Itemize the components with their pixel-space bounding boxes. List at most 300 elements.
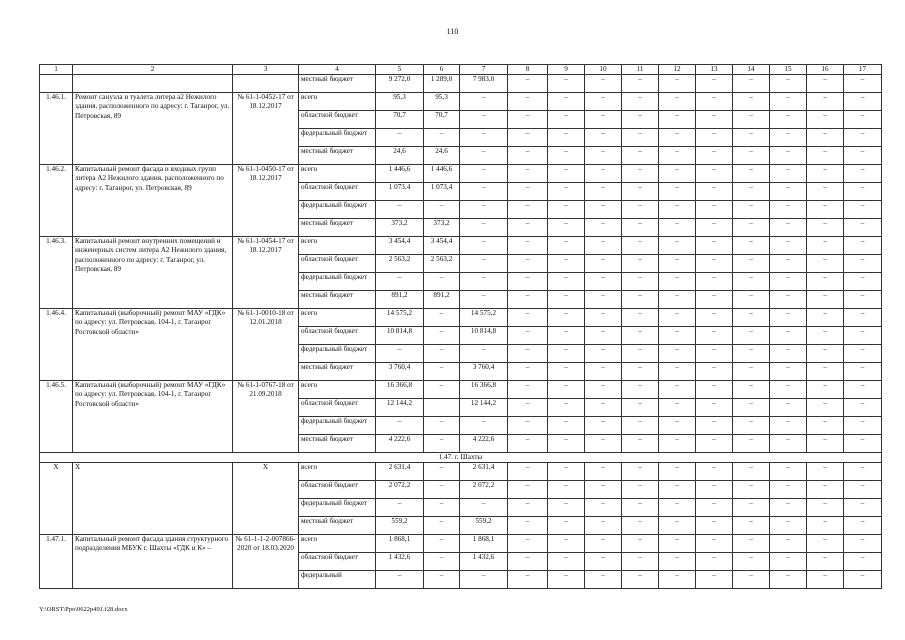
value-cell: – (460, 499, 508, 517)
value-cell: 10 814,8 (376, 327, 424, 345)
funding-source: местный бюджет (299, 517, 376, 535)
funding-source: федеральный бюджет (299, 417, 376, 435)
dash-cell: – (622, 499, 659, 517)
section-title: 1.47. г. Шахты (40, 453, 882, 463)
dash-cell: – (844, 129, 882, 147)
dash-cell: – (733, 165, 770, 183)
value-cell: – (424, 417, 460, 435)
funding-source: местный бюджет (299, 75, 376, 93)
dash-cell: – (622, 571, 659, 589)
dash-cell: – (696, 517, 733, 535)
dash-cell: – (733, 93, 770, 111)
dash-cell: – (844, 291, 882, 309)
dash-cell: – (807, 273, 844, 291)
file-path-footer: Y:\ORST\Ppo\0622p491.f28.docx (39, 606, 128, 613)
dash-cell: – (733, 463, 770, 481)
dash-cell: – (733, 535, 770, 553)
funding-source: областной бюджет (299, 255, 376, 273)
value-cell: 559,2 (460, 517, 508, 535)
dash-cell: – (770, 111, 807, 129)
dash-cell: – (733, 309, 770, 327)
dash-cell: – (733, 553, 770, 571)
dash-cell: – (585, 499, 622, 517)
dash-cell: – (770, 327, 807, 345)
funding-source: всего (299, 165, 376, 183)
column-header: 6 (424, 65, 460, 75)
dash-cell: – (844, 219, 882, 237)
item-document: № 61-1-1-2-007866-2020 от 18.03.2020 (233, 535, 299, 589)
dash-cell: – (585, 255, 622, 273)
value-cell: 2 631,4 (460, 463, 508, 481)
value-cell: 1 868,1 (376, 535, 424, 553)
funding-source: федеральный бюджет (299, 273, 376, 291)
dash-cell: – (585, 399, 622, 417)
value-cell: – (424, 535, 460, 553)
value-cell: 2 563,2 (376, 255, 424, 273)
funding-source: областной бюджет (299, 553, 376, 571)
dash-cell: – (585, 291, 622, 309)
dash-cell: – (622, 309, 659, 327)
dash-cell: – (733, 219, 770, 237)
dash-cell: – (807, 183, 844, 201)
dash-cell: – (508, 553, 548, 571)
dash-cell: – (508, 237, 548, 255)
dash-cell: – (508, 417, 548, 435)
dash-cell: – (659, 481, 696, 499)
dash-cell: – (622, 183, 659, 201)
value-cell: 1 432,6 (376, 553, 424, 571)
dash-cell: – (585, 201, 622, 219)
dash-cell: – (844, 463, 882, 481)
value-cell: 14 575,2 (376, 309, 424, 327)
dash-cell: – (548, 309, 585, 327)
funding-source: всего (299, 237, 376, 255)
dash-cell: – (696, 201, 733, 219)
dash-cell: – (844, 201, 882, 219)
column-header: 10 (585, 65, 622, 75)
item-number: Х (40, 463, 73, 535)
value-cell: 95,3 (424, 93, 460, 111)
dash-cell: – (844, 517, 882, 535)
item-document: Х (233, 463, 299, 535)
dash-cell: – (548, 75, 585, 93)
dash-cell: – (807, 345, 844, 363)
dash-cell: – (508, 147, 548, 165)
dash-cell: – (548, 219, 585, 237)
dash-cell: – (659, 309, 696, 327)
dash-cell: – (585, 327, 622, 345)
dash-cell: – (548, 291, 585, 309)
dash-cell: – (770, 481, 807, 499)
value-cell: 12 144,2 (376, 399, 424, 417)
dash-cell: – (733, 111, 770, 129)
dash-cell: – (807, 327, 844, 345)
column-header: 5 (376, 65, 424, 75)
dash-cell: – (770, 255, 807, 273)
dash-cell: – (733, 147, 770, 165)
dash-cell: – (585, 517, 622, 535)
value-cell: – (460, 111, 508, 129)
dash-cell: – (844, 363, 882, 381)
dash-cell: – (548, 435, 585, 453)
dash-cell: – (622, 363, 659, 381)
dash-cell: – (548, 571, 585, 589)
value-cell: 16 366,8 (376, 381, 424, 399)
dash-cell: – (585, 345, 622, 363)
dash-cell: – (770, 571, 807, 589)
empty-cell (233, 75, 299, 93)
dash-cell: – (622, 535, 659, 553)
dash-cell: – (585, 111, 622, 129)
dash-cell: – (733, 481, 770, 499)
dash-cell: – (659, 553, 696, 571)
dash-cell: – (508, 381, 548, 399)
dash-cell: – (844, 345, 882, 363)
dash-cell: – (696, 381, 733, 399)
dash-cell: – (585, 363, 622, 381)
dash-cell: – (733, 291, 770, 309)
funding-source: местный бюджет (299, 291, 376, 309)
item-name: Капитальный (выборочный) ремонт МАУ «ГДК» по адресу: ул. Петровская, 104-1, г. Таганрог Ростовской области» (73, 381, 233, 453)
dash-cell: – (508, 183, 548, 201)
dash-cell: – (696, 553, 733, 571)
dash-cell: – (508, 309, 548, 327)
dash-cell: – (696, 147, 733, 165)
dash-cell: – (508, 327, 548, 345)
dash-cell: – (770, 93, 807, 111)
dash-cell: – (548, 399, 585, 417)
column-header: 9 (548, 65, 585, 75)
dash-cell: – (770, 517, 807, 535)
value-cell: – (376, 201, 424, 219)
dash-cell: – (807, 571, 844, 589)
dash-cell: – (807, 291, 844, 309)
dash-cell: – (585, 571, 622, 589)
value-cell: 1 073,4 (424, 183, 460, 201)
dash-cell: – (585, 237, 622, 255)
item-document: № 61-1-0454-17 от 18.12.2017 (233, 237, 299, 309)
dash-cell: – (696, 309, 733, 327)
funding-source: федеральный бюджет (299, 201, 376, 219)
dash-cell: – (508, 93, 548, 111)
dash-cell: – (548, 129, 585, 147)
column-header: 11 (622, 65, 659, 75)
dash-cell: – (696, 273, 733, 291)
dash-cell: – (770, 219, 807, 237)
dash-cell: – (548, 183, 585, 201)
dash-cell: – (622, 399, 659, 417)
dash-cell: – (548, 553, 585, 571)
dash-cell: – (807, 417, 844, 435)
dash-cell: – (508, 111, 548, 129)
value-cell: – (424, 571, 460, 589)
dash-cell: – (548, 481, 585, 499)
item-number: 1.46.5. (40, 381, 73, 453)
dash-cell: – (548, 499, 585, 517)
dash-cell: – (696, 255, 733, 273)
dash-cell: – (770, 463, 807, 481)
dash-cell: – (659, 255, 696, 273)
dash-cell: – (807, 165, 844, 183)
funding-source: областной бюджет (299, 399, 376, 417)
dash-cell: – (659, 435, 696, 453)
funding-source: местный бюджет (299, 363, 376, 381)
table-row (40, 75, 882, 93)
dash-cell: – (585, 435, 622, 453)
dash-cell: – (807, 399, 844, 417)
dash-cell: – (508, 291, 548, 309)
dash-cell: – (622, 435, 659, 453)
dash-cell: – (659, 93, 696, 111)
funding-source: местный бюджет (299, 147, 376, 165)
dash-cell: – (622, 111, 659, 129)
value-cell: – (424, 435, 460, 453)
funding-source: областной бюджет (299, 327, 376, 345)
dash-cell: – (548, 381, 585, 399)
dash-cell: – (622, 327, 659, 345)
value-cell: 1 868,1 (460, 535, 508, 553)
dash-cell: – (807, 553, 844, 571)
dash-cell: – (844, 165, 882, 183)
dash-cell: – (733, 381, 770, 399)
value-cell: 891,2 (424, 291, 460, 309)
dash-cell: – (733, 517, 770, 535)
value-cell: – (460, 571, 508, 589)
dash-cell: – (622, 481, 659, 499)
table-row (40, 165, 882, 183)
section-row (40, 453, 882, 463)
dash-cell: – (659, 75, 696, 93)
value-cell: – (460, 291, 508, 309)
value-cell: 373,2 (376, 219, 424, 237)
dash-cell: – (770, 499, 807, 517)
dash-cell: – (585, 535, 622, 553)
item-number: 1.46.4. (40, 309, 73, 381)
dash-cell: – (733, 273, 770, 291)
value-cell: – (424, 463, 460, 481)
dash-cell: – (770, 435, 807, 453)
dash-cell: – (807, 381, 844, 399)
dash-cell: – (508, 517, 548, 535)
item-document: № 61-1-0450-17 от 18.12.2017 (233, 165, 299, 237)
dash-cell: – (807, 111, 844, 129)
dash-cell: – (548, 93, 585, 111)
dash-cell: – (622, 219, 659, 237)
dash-cell: – (770, 417, 807, 435)
dash-cell: – (508, 165, 548, 183)
dash-cell: – (807, 219, 844, 237)
value-cell: 1 289,0 (424, 75, 460, 93)
funding-source: всего (299, 309, 376, 327)
dash-cell: – (696, 93, 733, 111)
dash-cell: – (770, 237, 807, 255)
item-number: 1.46.2. (40, 165, 73, 237)
value-cell: 9 272,0 (376, 75, 424, 93)
item-name: Ремонт санузла и туалета литера а2 Нежилого здания, расположенного по адресу: г. Таганрог, ул. Петровская, 89 (73, 93, 233, 165)
dash-cell: – (696, 481, 733, 499)
dash-cell: – (770, 273, 807, 291)
value-cell: – (460, 219, 508, 237)
column-header: 12 (659, 65, 696, 75)
dash-cell: – (696, 327, 733, 345)
dash-cell: – (622, 553, 659, 571)
dash-cell: – (622, 165, 659, 183)
budget-table (39, 64, 882, 589)
dash-cell: – (548, 345, 585, 363)
dash-cell: – (733, 327, 770, 345)
dash-cell: – (807, 147, 844, 165)
dash-cell: – (659, 237, 696, 255)
dash-cell: – (659, 201, 696, 219)
value-cell: 2 563,2 (424, 255, 460, 273)
dash-cell: – (733, 201, 770, 219)
value-cell: 3 454,4 (424, 237, 460, 255)
dash-cell: – (696, 435, 733, 453)
funding-source: всего (299, 93, 376, 111)
value-cell: – (424, 517, 460, 535)
dash-cell: – (585, 147, 622, 165)
dash-cell: – (659, 535, 696, 553)
column-header: 7 (460, 65, 508, 75)
dash-cell: – (508, 75, 548, 93)
dash-cell: – (733, 75, 770, 93)
dash-cell: – (696, 111, 733, 129)
dash-cell: – (548, 535, 585, 553)
dash-cell: – (585, 183, 622, 201)
dash-cell: – (733, 417, 770, 435)
column-header: 17 (844, 65, 882, 75)
dash-cell: – (844, 535, 882, 553)
dash-cell: – (733, 129, 770, 147)
dash-cell: – (770, 381, 807, 399)
dash-cell: – (585, 381, 622, 399)
item-name: Капитальный (выборочный) ремонт МАУ «ГДК» по адресу: ул. Петровская, 104-1, г. Таганрог Ростовской области» (73, 309, 233, 381)
dash-cell: – (585, 129, 622, 147)
dash-cell: – (585, 219, 622, 237)
item-document: № 61-1-0452-17 от 18.12.2017 (233, 93, 299, 165)
funding-source: федеральный (299, 571, 376, 589)
value-cell: 95,3 (376, 93, 424, 111)
value-cell: 14 575,2 (460, 309, 508, 327)
value-cell: – (424, 381, 460, 399)
dash-cell: – (585, 273, 622, 291)
dash-cell: – (622, 463, 659, 481)
value-cell: – (376, 345, 424, 363)
dash-cell: – (844, 327, 882, 345)
dash-cell: – (548, 237, 585, 255)
value-cell: 16 366,8 (460, 381, 508, 399)
table-row (40, 309, 882, 327)
dash-cell: – (622, 273, 659, 291)
dash-cell: – (622, 255, 659, 273)
funding-source: всего (299, 535, 376, 553)
dash-cell: – (548, 165, 585, 183)
dash-cell: – (844, 111, 882, 129)
dash-cell: – (807, 93, 844, 111)
dash-cell: – (585, 553, 622, 571)
dash-cell: – (585, 93, 622, 111)
funding-source: всего (299, 381, 376, 399)
dash-cell: – (548, 201, 585, 219)
dash-cell: – (696, 463, 733, 481)
dash-cell: – (659, 111, 696, 129)
dash-cell: – (622, 75, 659, 93)
dash-cell: – (807, 481, 844, 499)
value-cell: – (460, 183, 508, 201)
dash-cell: – (844, 417, 882, 435)
dash-cell: – (770, 165, 807, 183)
dash-cell: – (696, 183, 733, 201)
dash-cell: – (548, 273, 585, 291)
dash-cell: – (844, 309, 882, 327)
dash-cell: – (659, 517, 696, 535)
dash-cell: – (733, 499, 770, 517)
column-header: 15 (770, 65, 807, 75)
dash-cell: – (696, 345, 733, 363)
table-row (40, 535, 882, 553)
dash-cell: – (659, 327, 696, 345)
column-header: 14 (733, 65, 770, 75)
value-cell: – (424, 363, 460, 381)
item-document: № 61-1-0010-18 от 12.01.2018 (233, 309, 299, 381)
value-cell: – (424, 481, 460, 499)
dash-cell: – (770, 309, 807, 327)
value-cell: 373,2 (424, 219, 460, 237)
value-cell: – (376, 571, 424, 589)
item-name: Х (73, 463, 233, 535)
dash-cell: – (770, 129, 807, 147)
dash-cell: – (696, 219, 733, 237)
value-cell: 3 760,4 (460, 363, 508, 381)
item-number: 1.46.3. (40, 237, 73, 309)
dash-cell: – (659, 363, 696, 381)
dash-cell: – (508, 201, 548, 219)
value-cell: 24,6 (424, 147, 460, 165)
value-cell: – (460, 273, 508, 291)
item-name: Капитальный ремонт внутренних помещений и инженерных систем литера А2 Нежилого здания, расположенного по адресу: г. Таганрог, ул. Петровская, 89 (73, 237, 233, 309)
value-cell: – (424, 327, 460, 345)
dash-cell: – (622, 345, 659, 363)
dash-cell: – (696, 165, 733, 183)
value-cell: – (460, 165, 508, 183)
item-name: Капитальный ремонт фасада здания структурного подразделения МБУК г. Шахты «ГДК и К» – (73, 535, 233, 589)
dash-cell: – (844, 183, 882, 201)
value-cell: – (376, 273, 424, 291)
column-header: 3 (233, 65, 299, 75)
dash-cell: – (696, 417, 733, 435)
dash-cell: – (770, 363, 807, 381)
funding-source: всего (299, 463, 376, 481)
dash-cell: – (585, 75, 622, 93)
dash-cell: – (696, 399, 733, 417)
dash-cell: – (659, 147, 696, 165)
dash-cell: – (807, 129, 844, 147)
value-cell: – (424, 499, 460, 517)
dash-cell: – (622, 201, 659, 219)
dash-cell: – (844, 255, 882, 273)
dash-cell: – (844, 75, 882, 93)
dash-cell: – (696, 571, 733, 589)
dash-cell: – (844, 481, 882, 499)
value-cell: 1 446,6 (424, 165, 460, 183)
item-name: Капитальный ремонт фасада и входных групп литера А2 Нежилого здания, расположенного по адресу: г. Таганрог, ул. Петровская, 89 (73, 165, 233, 237)
dash-cell: – (508, 399, 548, 417)
empty-cell (40, 75, 73, 93)
dash-cell: – (659, 183, 696, 201)
dash-cell: – (508, 363, 548, 381)
value-cell: 1 073,4 (376, 183, 424, 201)
funding-source: федеральный бюджет (299, 499, 376, 517)
